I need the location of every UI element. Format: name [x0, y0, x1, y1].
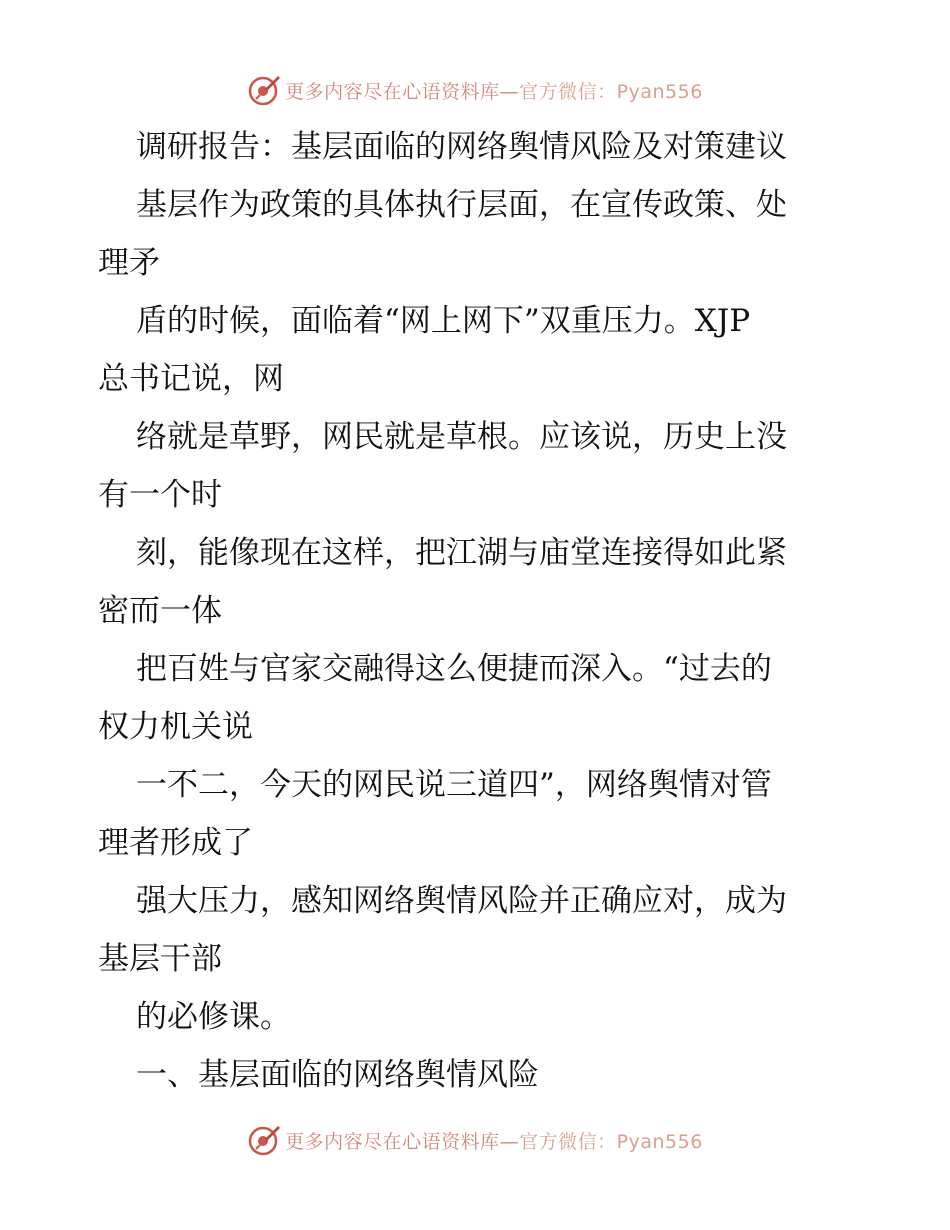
- paragraph-line: 把百姓与官家交融得这么便捷而深入。“过去的: [136, 651, 772, 687]
- paragraph-line: 有一个时: [98, 477, 222, 513]
- paragraph-line: 密而一体: [98, 593, 222, 629]
- document-title: 调研报告：基层面临的网络舆情风险及对策建议: [136, 129, 787, 165]
- watermark-header: [0, 70, 950, 110]
- quill-seal-icon: [247, 73, 281, 107]
- watermark-footer: [0, 1120, 950, 1160]
- paragraph-line: 的必修课。: [136, 999, 291, 1035]
- watermark-text: 更多内容尽在心语资料库—官方微信：Pyan556: [285, 80, 703, 103]
- quill-seal-icon: [247, 1123, 281, 1157]
- paragraph-line: 基层干部: [98, 941, 222, 977]
- paragraph-line: 络就是草野，网民就是草根。应该说，历史上没: [136, 419, 787, 455]
- paragraph-line: 基层作为政策的具体执行层面，在宣传政策、处: [136, 187, 787, 223]
- watermark-text: 更多内容尽在心语资料库—官方微信：Pyan556: [285, 1130, 703, 1153]
- paragraph-line: 刻，能像现在这样，把江湖与庙堂连接得如此紧: [136, 535, 787, 571]
- paragraph-line: 总书记说，网: [98, 361, 284, 397]
- section-heading: 一、基层面临的网络舆情风险: [136, 1057, 539, 1093]
- document-body: [98, 118, 858, 1104]
- paragraph-line: 盾的时候，面临着“网上网下”双重压力。XJP: [136, 303, 751, 339]
- paragraph-line: 一不二，今天的网民说三道四”，网络舆情对管: [136, 767, 772, 803]
- paragraph-line: 权力机关说: [98, 709, 253, 745]
- paragraph-line: 理者形成了: [98, 825, 253, 861]
- paragraph-line: 理矛: [98, 245, 160, 281]
- paragraph-line: 强大压力，感知网络舆情风险并正确应对，成为: [136, 883, 787, 919]
